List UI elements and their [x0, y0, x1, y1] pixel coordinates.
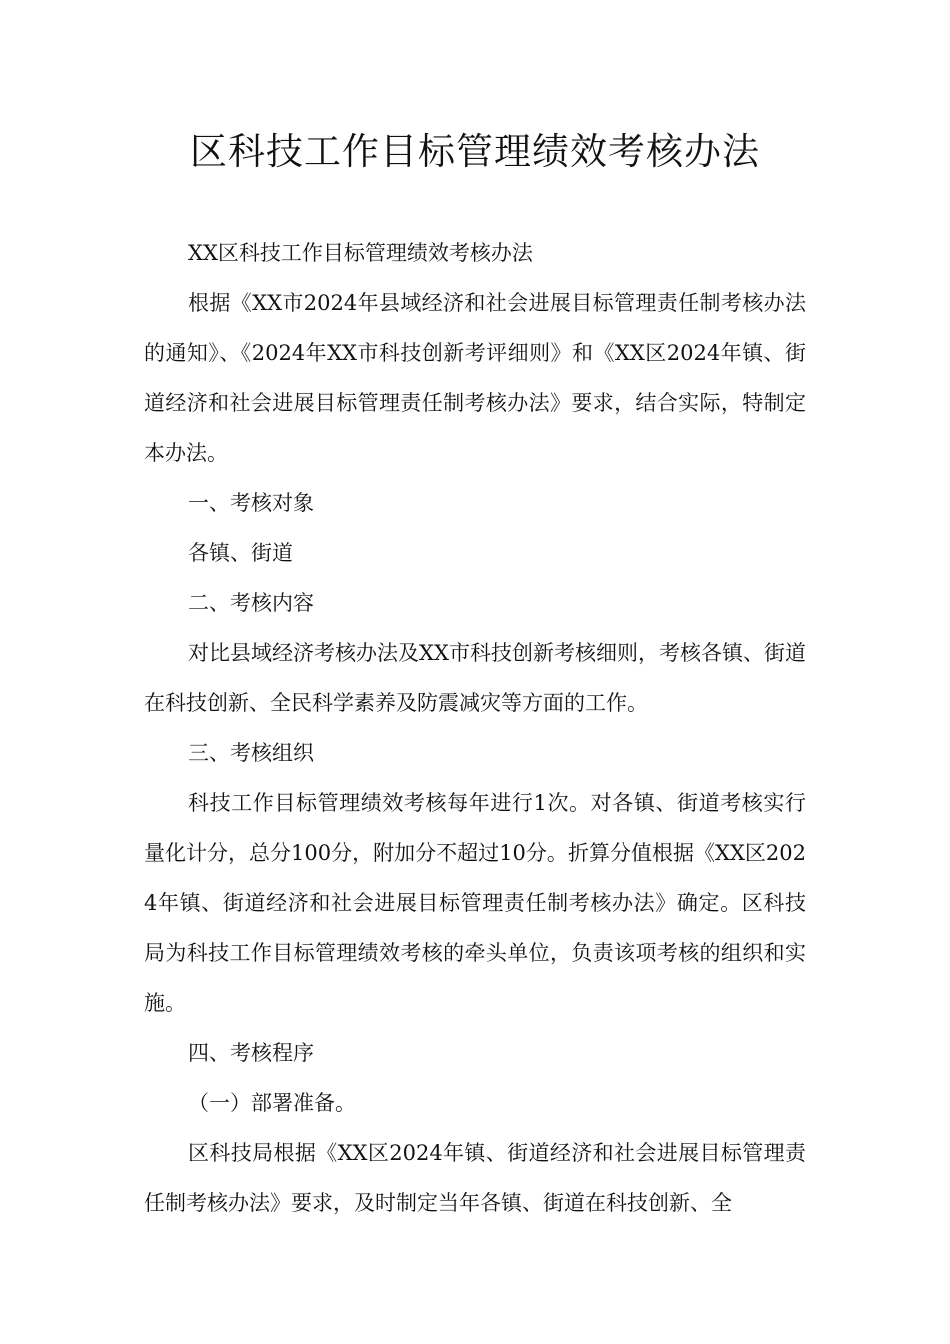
paragraph-deployment: 区科技局根据《XX区2024年镇、街道经济和社会进展目标管理责任制考核办法》要求，及时制定当年各镇、街道在科技创新、全 — [144, 1141, 806, 1215]
section-heading-3: 三、考核组织 — [188, 741, 314, 765]
paragraph-organization: 科技工作目标管理绩效考核每年进行1次。对各镇、街道考核实行量化计分，总分100分，附加分不超过10分。折算分值根据《XX区2024年镇、街道经济和社会进展目标管理责任制考核办法》确定。区科技局为科技工作目标管理绩效考核的牵头单位，负责该项考核的组织和实施。 — [144, 791, 806, 1015]
section-heading-1: 一、考核对象 — [188, 491, 314, 515]
paragraph-targets: 各镇、街道 — [188, 541, 293, 565]
section-heading-4: 四、考核程序 — [188, 1041, 314, 1065]
subsection-heading-1: （一）部署准备。 — [188, 1091, 356, 1115]
document-title: 区科技工作目标管理绩效考核办法 — [190, 130, 760, 173]
paragraph-basis: 根据《XX市2024年县域经济和社会进展目标管理责任制考核办法的通知》、《2024年XX市科技创新考评细则》和《XX区2024年镇、街道经济和社会进展目标管理责任制考核办法》要求，结合实际，特制定本办法。 — [144, 291, 806, 465]
paragraph-subtitle: XX区科技工作目标管理绩效考核办法 — [188, 241, 533, 265]
document-body — [144, 228, 806, 1228]
paragraph-content: 对比县域经济考核办法及XX市科技创新考核细则，考核各镇、街道在科技创新、全民科学素养及防震减灾等方面的工作。 — [144, 641, 806, 715]
section-heading-2: 二、考核内容 — [188, 591, 314, 615]
